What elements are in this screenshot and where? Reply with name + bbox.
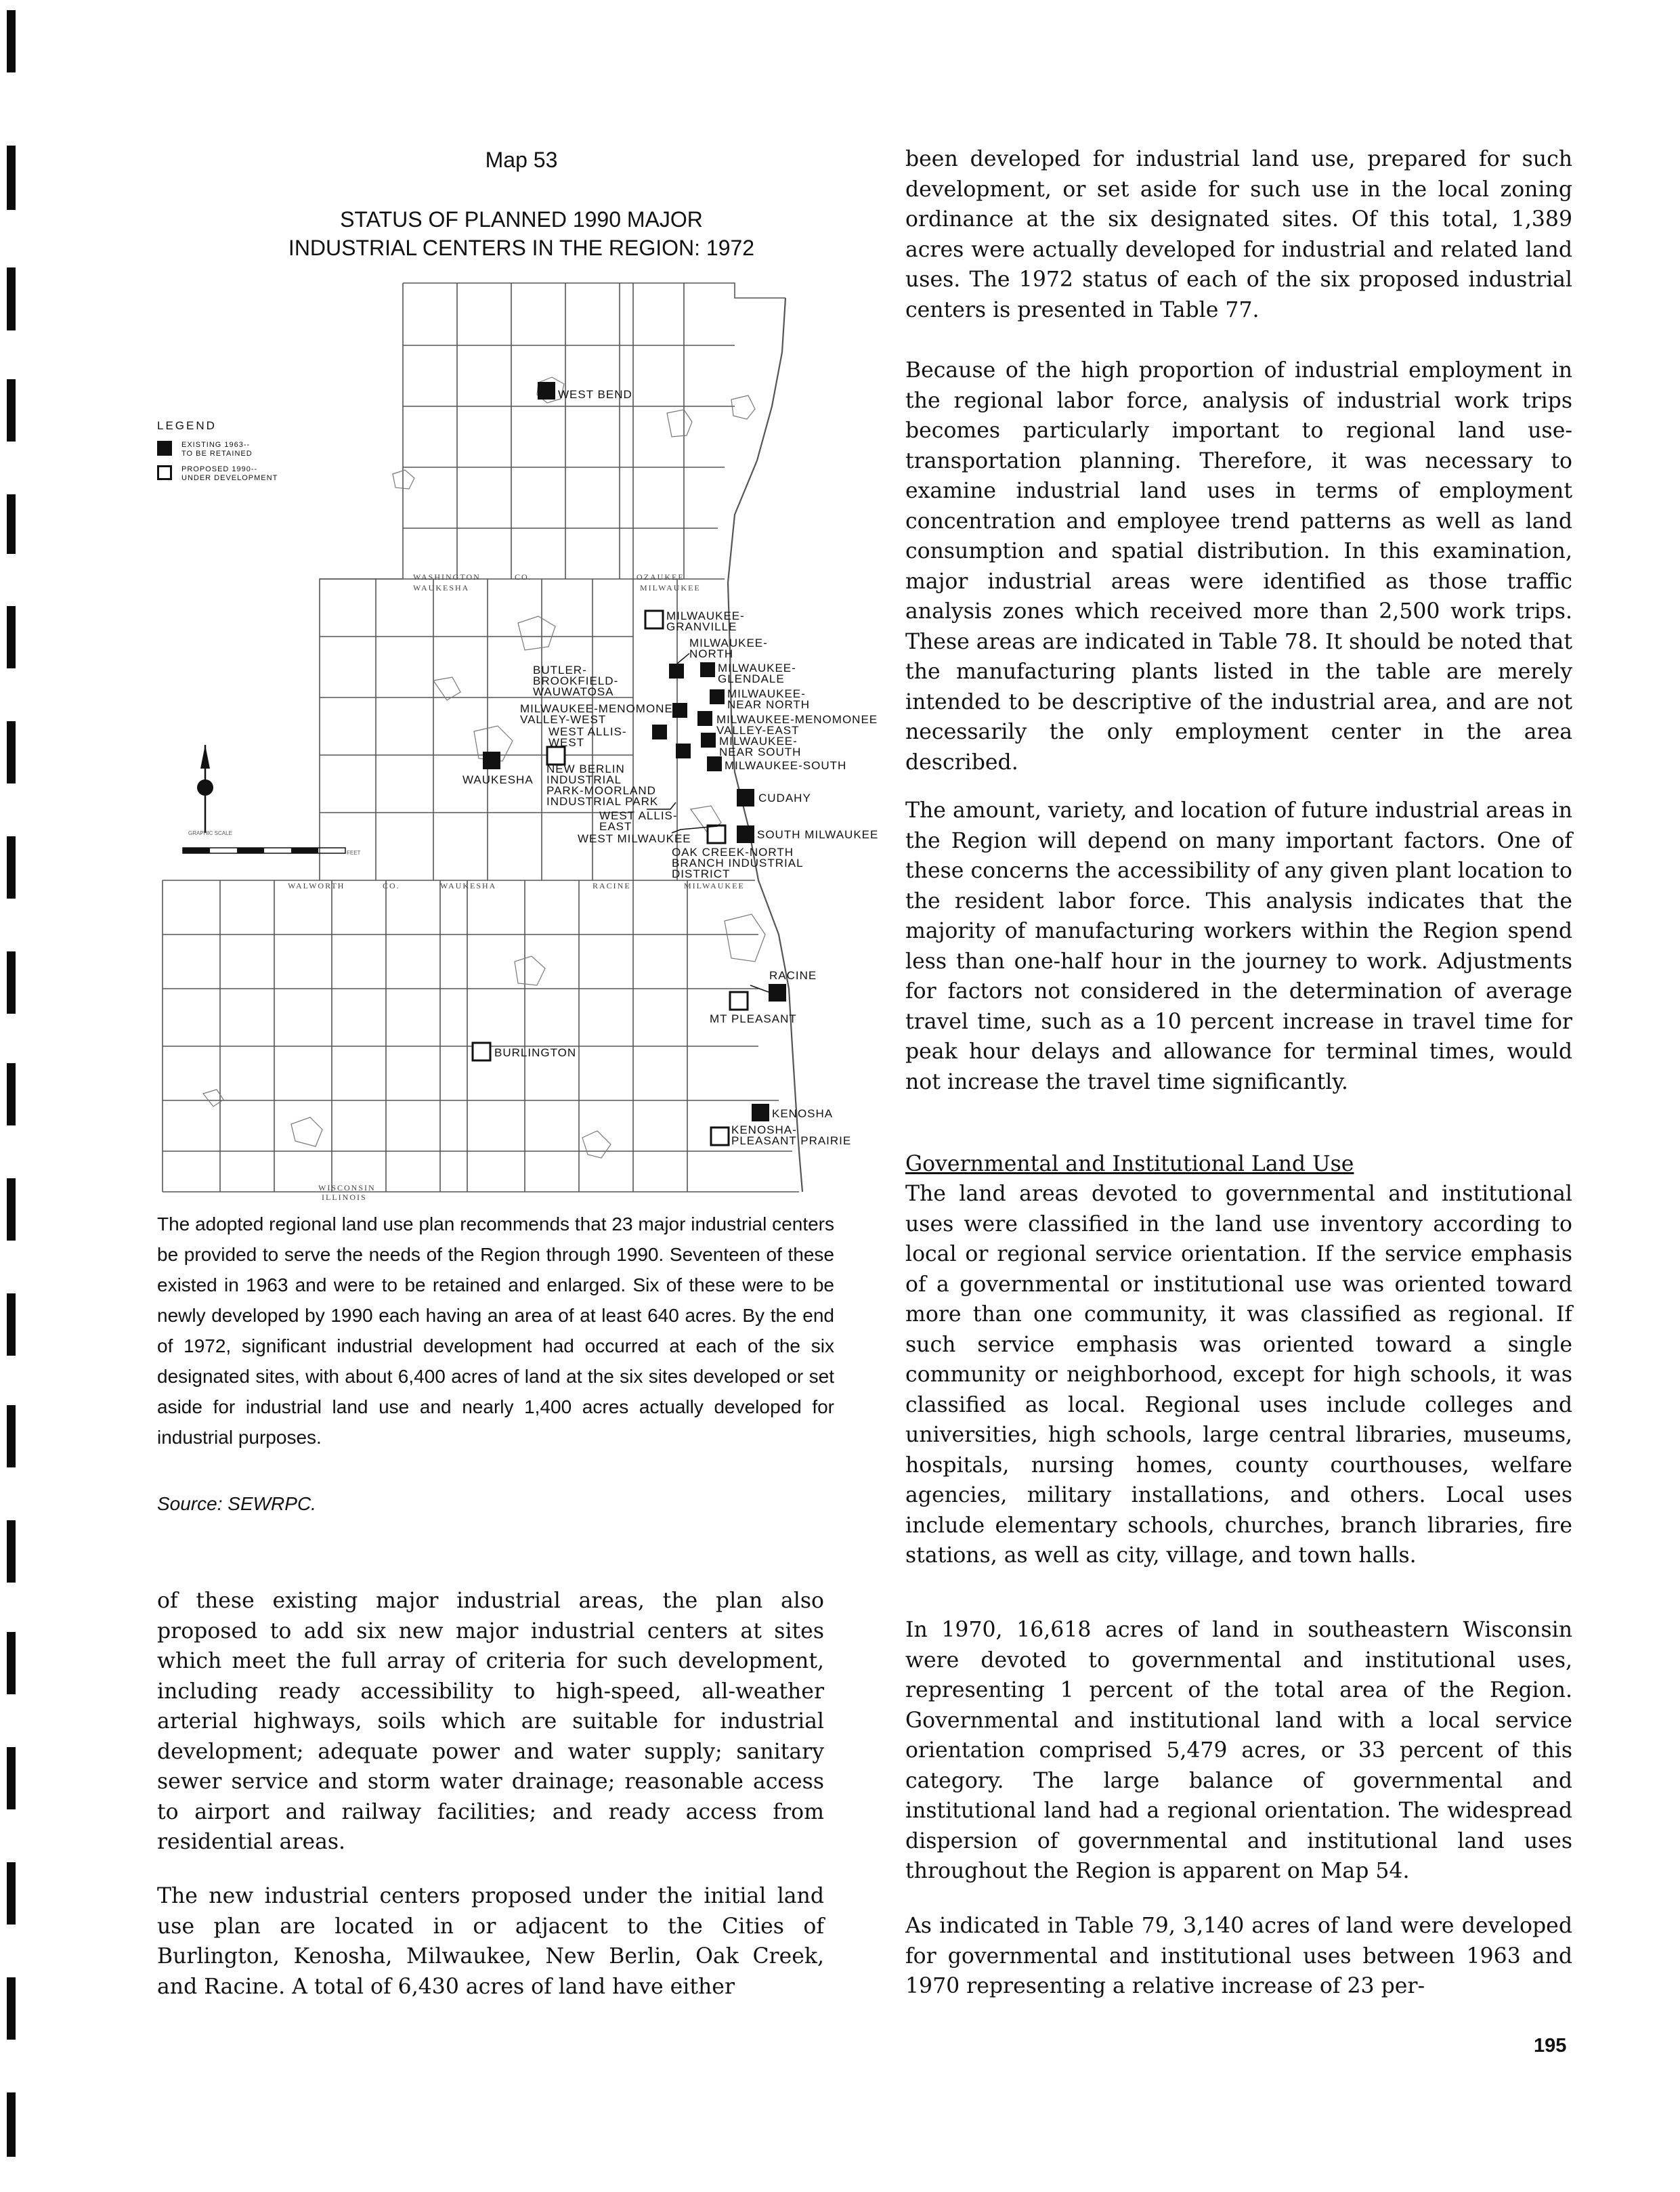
- label-milwaukee-south: MILWAUKEE-SOUTH: [725, 759, 847, 772]
- label-kenosha: KENOSHA: [772, 1107, 834, 1120]
- scale-title: GRAPHIC SCALE: [188, 830, 232, 836]
- marker-existing-milwaukee-near-south: [701, 733, 716, 748]
- binding-mark: [7, 1520, 16, 1583]
- binding-mark: [7, 1405, 16, 1467]
- marker-proposed-oak-creek: [708, 825, 725, 843]
- marker-existing-west-bend: [538, 382, 555, 400]
- marker-existing-cudahy: [737, 789, 754, 807]
- label-milwaukee-near-south-1: MILWAUKEE-: [719, 735, 798, 748]
- state-label-wisconsin: WISCONSIN: [318, 1183, 376, 1192]
- label-milwaukee-glendale-1: MILWAUKEE-: [718, 662, 796, 674]
- label-milwaukee-north-2: NORTH: [689, 647, 734, 660]
- label-oak-creek-1: OAK CREEK-NORTH: [672, 846, 794, 859]
- label-oak-creek-3: DISTRICT: [672, 867, 731, 880]
- legend-proposed-line-2: UNDER DEVELOPMENT: [181, 474, 278, 482]
- label-racine: RACINE: [769, 969, 817, 982]
- marker-proposed-mt-pleasant: [730, 992, 748, 1010]
- label-west-allis-east-2: EAST: [599, 820, 632, 833]
- marker-proposed-kenosha-pleasant-prairie: [711, 1127, 729, 1145]
- label-waukesha: WAUKESHA: [462, 773, 534, 786]
- marker-existing-kenosha: [752, 1104, 769, 1121]
- map-title-line-1: STATUS OF PLANNED 1990 MAJOR: [340, 207, 703, 232]
- label-cudahy: CUDAHY: [758, 792, 811, 804]
- label-milwaukee-north-1: MILWAUKEE-: [689, 637, 768, 649]
- marker-existing-milwaukee-north: [669, 664, 684, 679]
- left-paragraph-2: The new industrial centers proposed under the initial land use plan are located in or adjacent to the Cities of Burlington, Kenosha, Milwaukee, New Berlin, Oak Creek, and Racine. A total of 6,430 acres of land have either: [157, 1884, 824, 1999]
- marker-existing-west-allis-east: [676, 744, 691, 758]
- marker-existing-south-milwaukee: [737, 825, 754, 843]
- state-label-illinois: ILLINOIS: [322, 1192, 367, 1202]
- county-label-milwaukee-south: MILWAUKEE: [684, 881, 745, 890]
- label-milwaukee-granville-2: GRANVILLE: [666, 620, 737, 633]
- map-source: Source: SEWRPC.: [157, 1493, 316, 1514]
- legend-existing-swatch: [157, 441, 172, 456]
- label-new-berlin-1: NEW BERLIN: [546, 762, 625, 775]
- right-paragraph-1: been developed for industrial land use, prepared for such development, or set aside for such use in the local zoning ordinance at the six designated sites. Of this total, 1,389 acres were actually developed for industrial and related land uses. The 1972 status of each of the six proposed industrial centers is presented in Table 77.: [905, 147, 1572, 322]
- county-label-walworth: WALWORTH: [288, 881, 345, 890]
- map-legend: [157, 420, 303, 490]
- right-paragraph-6: As indicated in Table 79, 3,140 acres of land were developed for governmental and institutional uses between 1963 and 1970 representing a relative increase of 23 per-: [905, 1914, 1572, 1998]
- graphic-scale-bar: [183, 848, 345, 853]
- legend-proposed-swatch: [157, 465, 172, 480]
- county-label-ozaukee: OZAUKEE: [637, 572, 685, 582]
- label-kenosha-pleasant-1: KENOSHA-: [731, 1123, 797, 1136]
- map-number: Map 53: [485, 148, 558, 172]
- right-paragraph-5: In 1970, 16,618 acres of land in southeastern Wisconsin were devoted to governmental and institutional uses, representing 1 percent of the total area of the Region. Governmental and institutional land with a local service orientation comprised 5,479 acres, or 33 percent of this category. The large balance of governmental and institutional land had a regional orientation. The widespread dispersion of governmental and institutional land uses throughout the Region is apparent on Map 54.: [905, 1618, 1572, 1883]
- marker-existing-west-allis-west: [652, 725, 667, 739]
- marker-existing-racine: [769, 984, 786, 1002]
- left-paragraph-1: of these existing major industrial areas, the plan also proposed to add six new major industrial centers at sites which meet the full array of criteria for such development, including ready accessibility to high-speed, all-weather arterial highways, soils which are suitable for industrial development; adequate power and water supply; sanitary sewer service and storm water drainage; reasonable access to airport and railway facilities; and ready access from residential areas.: [157, 1589, 824, 1854]
- label-milwaukee-near-north-1: MILWAUKEE-: [727, 687, 806, 700]
- scale-unit: FEET: [347, 850, 361, 856]
- map-caption: The adopted regional land use plan recommends that 23 major industrial centers be provided to serve the needs of the Region through 1990. Seventeen of these existed in 1963 and were to be retained and enlarged. Six of these were to be newly developed by 1990 each having an area of at least 640 acres. By the end of 1972, significant industrial development had occurred at each of the six designated sites, with about 6,400 acres of land at the six sites developed or set aside for industrial land use and nearly 1,400 acres actually developed for industrial purposes.: [157, 1213, 834, 1448]
- label-west-allis-west-2: WEST: [548, 736, 585, 749]
- county-label-co: CO.: [383, 881, 400, 890]
- right-paragraph-3: The amount, variety, and location of future industrial areas in the Region will depend on many important factors. One of these concerns the accessibility of any given plant location to the resident labor force. This analysis indicates that the majority of manufacturing workers within the Region spend less than one-half hour in the journey to work. Adjustments for factors not considered in the determination of average travel time, such as a 10 percent increase in travel time for peak hour delays and allowance for terminal times, would not increase the travel time significantly.: [905, 798, 1572, 1094]
- label-milwaukee-glendale-2: GLENDALE: [718, 672, 785, 685]
- label-new-berlin-2: INDUSTRIAL: [546, 773, 622, 786]
- binding-mark: [7, 1862, 16, 1925]
- legend-title: LEGEND: [157, 419, 217, 432]
- label-butler-1: BUTLER-: [533, 664, 587, 676]
- label-oak-creek-2: BRANCH INDUSTRIAL: [672, 857, 804, 869]
- county-label-co: CO.: [515, 572, 532, 582]
- label-west-allis-west-1: WEST ALLIS-: [548, 725, 627, 738]
- north-arrow-icon: [197, 745, 213, 833]
- label-butler-2: BROOKFIELD-: [533, 674, 619, 687]
- right-paragraph-2: Because of the high proportion of industrial employment in the regional labor force, analysis of industrial work trips becomes particularly important to regional land use-transportation planning. Therefore, it was necessary to examine industrial land uses in terms of employment concentration and employee trend patterns as well as land consumption and spatial distribution. In this examination, major industrial areas were identified as those traffic analysis zones which received more than 2,500 work trips. These areas are indicated in Table 78. It should be noted that the manufacturing plants listed in the table are merely intended to be descriptive of the industrial area, and are not necessarily the only employment center in the area described.: [905, 358, 1572, 775]
- county-label-waukesha-south: WAUKESHA: [440, 881, 497, 890]
- county-label-washington: WASHINGTON: [413, 572, 481, 582]
- label-south-milwaukee: SOUTH MILWAUKEE: [757, 828, 879, 841]
- section-heading: Governmental and Institutional Land Use: [905, 1152, 1354, 1176]
- binding-mark: [7, 1747, 16, 1809]
- legend-existing-line-1: EXISTING 1963--: [181, 441, 251, 449]
- county-label-waukesha: WAUKESHA: [413, 583, 470, 593]
- binding-mark: [7, 1977, 16, 2040]
- label-butler-3: WAUWATOSA: [533, 685, 614, 698]
- label-burlington: BURLINGTON: [494, 1046, 577, 1059]
- legend-proposed-line-1: PROPOSED 1990--: [181, 465, 258, 473]
- county-label-racine: RACINE: [593, 881, 631, 890]
- marker-existing-milwaukee-near-north: [710, 689, 725, 704]
- label-mmv-west-1: MILWAUKEE-MENOMONEE: [520, 702, 682, 715]
- label-west-bend: WEST BEND: [558, 388, 632, 401]
- label-west-allis-east-1: WEST ALLIS-: [599, 809, 678, 822]
- label-kenosha-pleasant-2: PLEASANT PRAIRIE: [731, 1134, 852, 1147]
- binding-mark: [7, 1632, 16, 1694]
- label-milwaukee-granville-1: MILWAUKEE-: [666, 609, 745, 622]
- label-west-milwaukee: WEST MILWAUKEE: [578, 832, 691, 845]
- county-label-milwaukee: MILWAUKEE: [640, 583, 701, 593]
- legend-row-proposed: [157, 465, 303, 483]
- marker-existing-milwaukee-glendale: [700, 662, 715, 677]
- label-mmv-east-1: MILWAUKEE-MENOMONEE: [716, 713, 878, 726]
- map-title-line-2: INDUSTRIAL CENTERS IN THE REGION: 1972: [288, 236, 755, 260]
- label-milwaukee-near-south-2: NEAR SOUTH: [719, 746, 802, 758]
- label-new-berlin-3: PARK-MOORLAND: [546, 784, 656, 797]
- marker-existing-mmv-east: [697, 711, 712, 726]
- label-mt-pleasant: MT PLEASANT: [710, 1012, 797, 1025]
- binding-mark: [7, 1293, 16, 1356]
- binding-mark: [7, 2092, 16, 2157]
- label-mmv-east-2: VALLEY-EAST: [716, 724, 800, 737]
- legend-row-existing: [157, 441, 303, 458]
- label-milwaukee-near-north-2: NEAR NORTH: [727, 698, 811, 711]
- right-paragraph-4: The land areas devoted to governmental and institutional uses were classified in the land use inventory according to local or regional service orientation. If the service emphasis of a governmental or institutional use was oriented toward more than one community, it was classified as regional. If such service emphasis was oriented toward a single community or neighborhood, except for high schools, it was classified as local. Regional uses include colleges and universities, high schools, large central libraries, museums, hospitals, nursing homes, county courthouses, welfare agencies, military installations, and others. Local uses include elementary schools, churches, branch libraries, fire stations, as well as city, village, and town halls.: [905, 1182, 1572, 1568]
- label-mmv-west-2: VALLEY-WEST: [520, 713, 607, 726]
- marker-proposed-burlington: [473, 1043, 490, 1060]
- label-new-berlin-4: INDUSTRIAL PARK: [546, 795, 659, 808]
- page-number: 195: [1534, 2035, 1567, 2057]
- legend-existing-line-2: TO BE RETAINED: [181, 450, 253, 458]
- marker-existing-waukesha: [483, 752, 500, 769]
- marker-existing-milwaukee-south: [707, 756, 722, 771]
- marker-proposed-milwaukee-granville: [645, 611, 663, 628]
